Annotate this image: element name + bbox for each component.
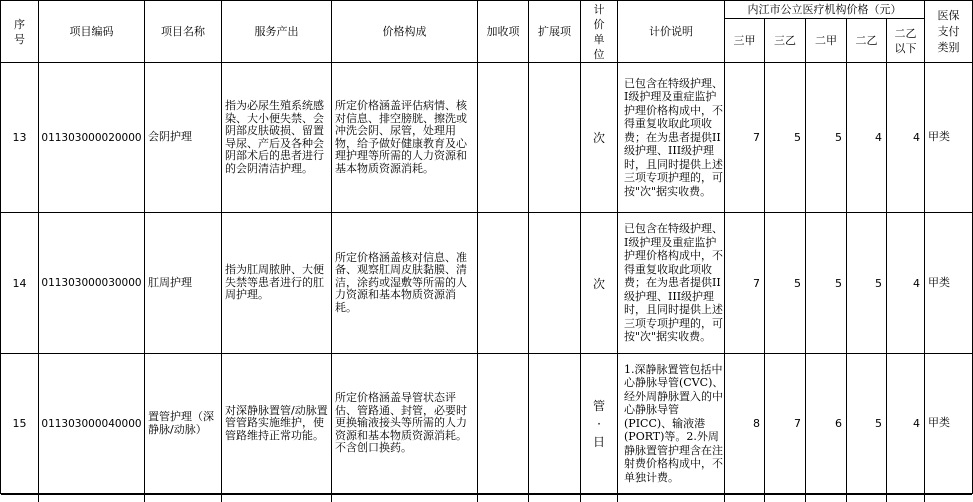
table-row	[1, 354, 973, 494]
header-level-5	[887, 19, 925, 63]
row-extend	[529, 354, 581, 494]
row-price-3: 6	[806, 354, 847, 494]
row-explanation	[618, 354, 725, 494]
header-unit-text: 计价单位	[593, 2, 605, 61]
header-price-structure: 价格构成	[332, 1, 478, 63]
row-price-3: 5	[806, 63, 847, 213]
header-level-3: 二甲	[806, 19, 847, 63]
row-explanation-text: 已包含在特级护理、I级护理及重症监护护理价格构成中，不得重复收取此项收费；在为患者提供II级护理、III级护理时，且同时提供上述三项专项护理的，可按"次"据实收费。	[624, 222, 723, 344]
row-name: 会阴护理	[145, 63, 222, 213]
row-seq: 15	[1, 354, 39, 494]
row-price-structure: 所定价格涵盖评估病情、核对信息、排空膀胱、擦洗或冲洗会阴、尿管，处理用物，给予做好健康教育及心理护理等所需的人力资源和基本物质资源消耗。	[332, 63, 478, 213]
row-code: 011303000040000	[39, 354, 145, 494]
row-explanation-text: 1.深静脉置管包括中心静脉导管(CVC)、经外周静脉置入的中心静脉导管(PICC)、输液港(PORT)等。2.外周静脉置管护理含在注射费价格构成中，不单独计费。	[624, 362, 724, 484]
table-row	[1, 63, 973, 213]
row-insurance: 甲类	[925, 213, 973, 354]
header-output: 服务产出	[222, 1, 332, 63]
row-addon	[478, 63, 529, 213]
table-row	[1, 213, 973, 354]
row-price-2: 5	[765, 213, 806, 354]
row-code: 011303000020000	[39, 63, 145, 213]
row-explanation	[618, 213, 725, 354]
row-output: 对深静脉置管/动脉置管管路实施维护，使管路维持正常功能。	[222, 354, 332, 494]
row-price-5: 4	[887, 213, 925, 354]
header-seq	[1, 1, 39, 63]
row-price-structure: 所定价格涵盖导管状态评估、管路通、封管，必要时更换输液接头等所需的人力资源和基本物质资源消耗。不含创口换药。	[332, 354, 478, 494]
header-row-1	[1, 1, 973, 19]
row-unit: 次	[581, 63, 618, 213]
row-output: 指为必尿生殖系统感染、大小便失禁、会阴部皮肤破损、留置导尿、产后及各种会阴部术后的患者进行的会阴清洁护理。	[222, 63, 332, 213]
row-price-4: 4	[847, 63, 887, 213]
row-name: 置管护理（深静脉/动脉）	[145, 354, 222, 494]
header-insurance-text: 医保支付类别	[937, 8, 960, 54]
row-price-4: 5	[847, 213, 887, 354]
row-addon	[478, 213, 529, 354]
row-price-4: 5	[847, 354, 887, 494]
header-price-group: 内江市公立医疗机构价格（元）	[725, 1, 925, 19]
row-explanation-text: 已包含在特级护理、I级护理及重症监护护理价格构成中，不得重复收取此项收费；在为患者提供II级护理、III级护理时，且同时提供上述三项专项护理的，可按"次"据实收费。	[624, 76, 723, 198]
row-price-structure: 所定价格涵盖核对信息、准备、观察肛周皮肤黏膜、清洁，涂药或湿敷等所需的人力资源和基本物质资源消耗。	[332, 213, 478, 354]
header-seq-text: 序号	[14, 17, 25, 46]
row-name: 肛周护理	[145, 213, 222, 354]
row-insurance: 甲类	[925, 354, 973, 494]
header-level-4: 二乙	[847, 19, 887, 63]
row-price-1: 8	[725, 354, 765, 494]
row-price-2: 5	[765, 63, 806, 213]
row-price-2: 7	[765, 354, 806, 494]
row-code: 011303000030000	[39, 213, 145, 354]
header-unit	[581, 1, 618, 63]
row-explanation	[618, 63, 725, 213]
header-name: 项目名称	[145, 1, 222, 63]
row-output: 指为肛周脓肿、大便失禁等患者进行的肛周护理。	[222, 213, 332, 354]
header-level-1: 三甲	[725, 19, 765, 63]
row-seq: 14	[1, 213, 39, 354]
header-explanation: 计价说明	[618, 1, 725, 63]
row-extend	[529, 63, 581, 213]
header-extend: 扩展项	[529, 1, 581, 63]
row-price-1: 7	[725, 63, 765, 213]
header-insurance	[925, 1, 973, 63]
row-price-5: 4	[887, 63, 925, 213]
row-unit-text: 管·日	[592, 398, 605, 449]
row-seq: 13	[1, 63, 39, 213]
row-extend	[529, 213, 581, 354]
header-level-5-text: 二乙以下	[894, 26, 917, 55]
row-price-1: 7	[725, 213, 765, 354]
row-price-5: 4	[887, 354, 925, 494]
row-addon	[478, 354, 529, 494]
row-unit	[581, 354, 618, 494]
row-price-3: 5	[806, 213, 847, 354]
header-level-2: 三乙	[765, 19, 806, 63]
row-unit: 次	[581, 213, 618, 354]
row-insurance: 甲类	[925, 63, 973, 213]
header-code: 项目编码	[39, 1, 145, 63]
header-addon: 加收项	[478, 1, 529, 63]
